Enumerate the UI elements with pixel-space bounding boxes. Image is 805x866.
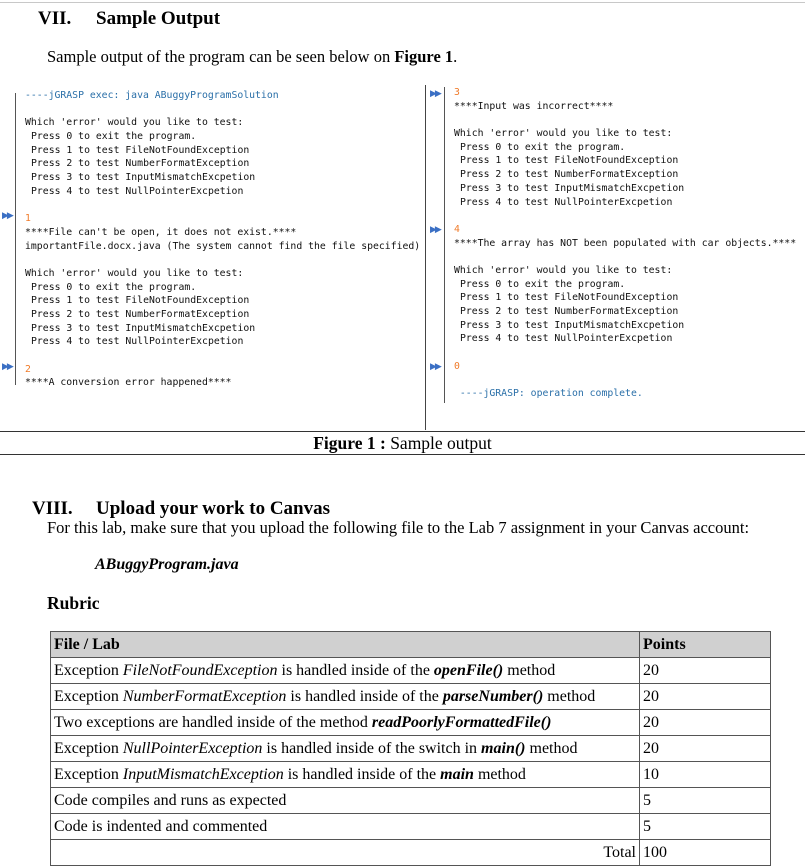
section-7-intro (47, 47, 457, 67)
rubric-table (50, 631, 771, 866)
console-line: Press 0 to exit the program. (460, 141, 626, 153)
console-line: Which 'error' would you like to test: (454, 264, 673, 276)
console-line (25, 253, 420, 267)
rubric-item (51, 762, 640, 788)
top-rule (0, 2, 805, 3)
console-line: Press 3 to test InputMismatchExcpetion (31, 322, 256, 334)
rubric-item-text: NullPointerException (122, 739, 263, 757)
console-line: 2 (25, 363, 31, 375)
console-line: ****A conversion error happened**** (25, 377, 232, 389)
intro-text: Sample output of the program can be seen below on (47, 47, 395, 66)
rubric-col-points: Points (640, 632, 771, 658)
console-line: Press 3 to test InputMismatchExcpetion (31, 172, 256, 184)
console-line: importantFile.docx.java (The system cannot find the file specified) (25, 240, 421, 252)
console-line: 0 (454, 360, 460, 372)
rubric-item-text: Code is indented and commented (54, 817, 268, 835)
section-8-number: VIII. (32, 498, 73, 519)
rubric-item-text: NumberFormatException (122, 687, 287, 705)
rubric-item-text: method (503, 661, 556, 679)
console-line (25, 349, 420, 363)
rubric-points: 10 (640, 762, 771, 788)
section-8-heading (32, 498, 330, 520)
rubric-item-text: Exception (54, 765, 123, 783)
rubric-item-text: InputMismatchException (122, 765, 284, 783)
section-7-number: VII. (38, 8, 72, 29)
rubric-item-text: is handled inside of the (286, 687, 443, 705)
console-line: ****File can't be open, it does not exist.**** (25, 226, 297, 238)
rubric-item (51, 814, 640, 840)
rubric-row (51, 762, 771, 788)
console-line: 3 (454, 87, 460, 98)
rubric-item-text: FileNotFoundException (122, 661, 278, 679)
console-line: Press 3 to test InputMismatchExcpetion (460, 319, 685, 331)
console-right-column (454, 86, 796, 401)
rubric-item (51, 684, 640, 710)
left-gutter-line (15, 93, 16, 385)
rubric-total-row (51, 840, 771, 866)
rubric-item-text: method (543, 687, 596, 705)
rubric-item-text: main() (481, 739, 526, 757)
console-line (25, 103, 420, 117)
figure-column-divider (425, 85, 426, 430)
console-line: Press 4 to test NullPointerExcpetion (460, 196, 673, 208)
rubric-item (51, 658, 640, 684)
console-line: Press 1 to test FileNotFoundException (460, 155, 679, 167)
run-arrow-icon: ▶▶ (430, 89, 440, 99)
console-line: Which 'error' would you like to test: (454, 128, 673, 140)
rubric-item-text: Exception (54, 739, 123, 757)
console-line: Press 1 to test FileNotFoundException (31, 295, 250, 307)
console-line: Press 2 to test NumberFormatException (31, 158, 250, 170)
console-line: Press 1 to test FileNotFoundException (31, 144, 250, 156)
rubric-col-item: File / Lab (51, 632, 640, 658)
console-line: Press 0 to exit the program. (31, 281, 197, 293)
run-arrow-icon: ▶▶ (2, 211, 12, 221)
console-line: Press 4 to test NullPointerExcpetion (460, 333, 673, 345)
right-gutter-line (444, 87, 445, 403)
rubric-item-text: Exception (54, 687, 123, 705)
rubric-points: 20 (640, 658, 771, 684)
console-line: ----jGRASP exec: java ABuggyProgramSolution (25, 90, 279, 101)
rubric-item-text: is handled inside of the (277, 661, 434, 679)
console-line (454, 373, 796, 387)
rubric-item-text: main (440, 765, 474, 783)
rubric-item-text: openFile() (433, 661, 504, 679)
console-line (454, 250, 796, 264)
rubric-total-value: 100 (640, 840, 771, 866)
console-line (454, 113, 796, 127)
console-line: Which 'error' would you like to test: (25, 117, 244, 129)
console-line: Which 'error' would you like to test: (25, 267, 244, 279)
rubric-item-text: is handled inside of the switch in (262, 739, 482, 757)
console-left-column (25, 89, 420, 390)
console-line: 4 (454, 223, 460, 235)
rubric-row (51, 710, 771, 736)
console-line: 1 (25, 213, 31, 225)
console-line: Press 2 to test NumberFormatException (460, 169, 679, 181)
upload-file-name: ABuggyProgram.java (95, 556, 239, 573)
console-line: ****Input was incorrect**** (454, 100, 614, 112)
rubric-points: 5 (640, 814, 771, 840)
rubric-item-text: method (525, 739, 578, 757)
console-line: ****The array has NOT been populated with car objects.**** (454, 237, 797, 249)
rubric-points: 20 (640, 684, 771, 710)
section-8-title: Upload your work to Canvas (96, 498, 331, 519)
section-8-intro: For this lab, make sure that you upload the following file to the Lab 7 assignment in your Canvas account: (47, 518, 750, 537)
rubric-row (51, 788, 771, 814)
caption-bottom-rule (0, 454, 805, 455)
console-line (454, 346, 796, 360)
rubric-heading: Rubric (47, 593, 100, 613)
figure-caption-label: Figure 1 : (313, 433, 386, 453)
rubric-points: 20 (640, 710, 771, 736)
console-line: Press 4 to test NullPointerExcpetion (31, 185, 244, 197)
rubric-header-row (51, 632, 771, 658)
rubric-item-text: Two exceptions are handled inside of the method (54, 713, 372, 731)
rubric-item-text: is handled inside of the (283, 765, 441, 783)
figure-bottom-rule (0, 431, 805, 432)
rubric-item (51, 788, 640, 814)
rubric-row (51, 736, 771, 762)
console-line: Press 1 to test FileNotFoundException (460, 292, 679, 304)
console-line: ----jGRASP: operation complete. (454, 388, 643, 400)
rubric-item (51, 710, 640, 736)
section-7-title: Sample Output (96, 8, 221, 29)
rubric-item-text: Exception (54, 661, 123, 679)
console-line: Press 2 to test NumberFormatException (460, 306, 679, 317)
figure-console-output (0, 83, 805, 433)
rubric-points: 5 (640, 788, 771, 814)
run-arrow-icon: ▶▶ (430, 225, 440, 235)
console-line: Press 2 to test NumberFormatException (31, 309, 250, 320)
figure-ref: Figure 1 (394, 47, 454, 66)
run-arrow-icon: ▶▶ (2, 362, 12, 372)
intro-period: . (453, 47, 458, 66)
console-line: Press 0 to exit the program. (31, 131, 197, 143)
section-7-heading (38, 8, 220, 30)
rubric-item-text: readPoorlyFormattedFile() (371, 713, 552, 731)
rubric-row (51, 658, 771, 684)
rubric-item (51, 736, 640, 762)
run-arrow-icon: ▶▶ (430, 362, 440, 372)
console-line: Press 4 to test NullPointerExcpetion (31, 336, 244, 348)
rubric-points: 20 (640, 736, 771, 762)
console-line (25, 199, 420, 213)
rubric-total-label: Total (51, 840, 640, 866)
rubric-row (51, 814, 771, 840)
console-line: Press 0 to exit the program. (460, 278, 626, 290)
rubric-item-text: parseNumber() (442, 687, 544, 705)
figure-caption-text: Sample output (385, 433, 492, 453)
rubric-row (51, 684, 771, 710)
rubric-item-text: Code compiles and runs as expected (54, 791, 287, 809)
console-line (454, 209, 796, 223)
console-line: Press 3 to test InputMismatchExcpetion (460, 182, 685, 194)
rubric-item-text: method (473, 765, 526, 783)
figure-caption (0, 433, 805, 454)
